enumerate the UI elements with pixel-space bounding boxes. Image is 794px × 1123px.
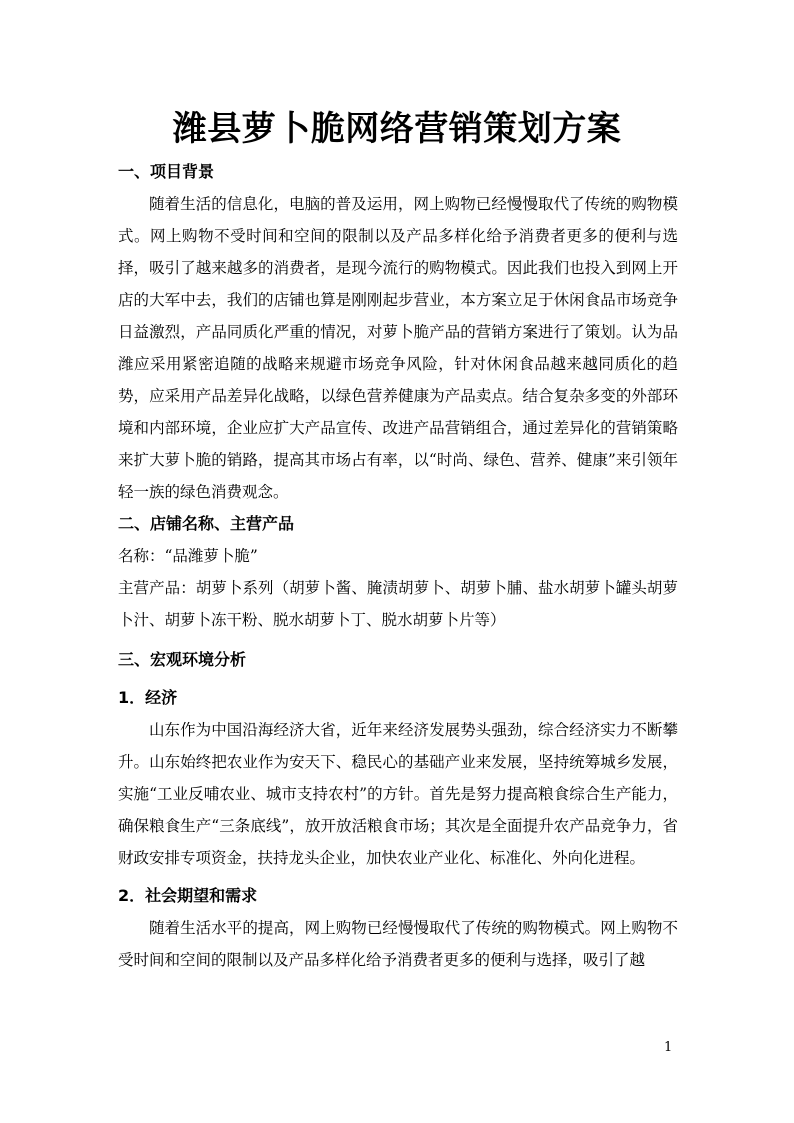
subsection-heading-economy: 1．经济	[118, 688, 178, 707]
paragraph-project-background: 随着生活的信息化，电脑的普及运用，网上购物已经慢慢取代了传统的购物模式。网上购物不受时间和空间的限制以及产品多样化给予消费者更多的便利与选择，吸引了越来越多的消费者，是现今流行的购物模式。因此我们也投入到网上开店的大军中去，我们的店铺也算是刚刚起步营业，本方案立足于休闲食品市场竞争日益激烈，产品同质化严重的情况，对萝卜脆产品的营销方案进行了策划。认为品潍应采用紧密追随的战略来规避市场竞争风险，针对休闲食品越来越同质化的趋势，应采用产品差异化战略，以绿色营养健康为产品卖点。结合复杂多变的外部环境和内部环境，企业应扩大产品宣传、改进产品营销组合，通过差异化的营销策略来扩大萝卜脆的销路，提高其市场占有率，以“时尚、绿色、营养、健康”来引领年轻一族的绿色消费观念。	[118, 195, 678, 501]
page-number: 1	[664, 1040, 673, 1055]
document-body	[118, 156, 678, 976]
section-heading-macro-environment: 三、宏观环境分析	[118, 650, 247, 669]
paragraph-economy: 山东作为中国沿海经济大省，近年来经济发展势头强劲，综合经济实力不断攀升。山东始终把农业作为安天下、稳民心的基础产业来发展，坚持统筹城乡发展，实施“工业反哺农业、城市支持农村”的方针。首先是努力提高粮食综合生产能力，确保粮食生产“三条底线”，放开放活粮食市场；其次是全面提升农产品竞争力，省财政安排专项资金，扶持龙头企业，加快农业产业化、标准化、外向化进程。	[118, 721, 678, 867]
section-heading-project-background: 一、项目背景	[118, 162, 215, 181]
subsection-heading-social-expectations: 2．社会期望和需求	[118, 886, 258, 905]
section-heading-store-name-products: 二、店铺名称、主营产品	[118, 514, 295, 533]
store-name-line: 名称：“品潍萝卜脆”	[118, 547, 258, 565]
document-title: 潍县萝卜脆网络营销策划方案	[172, 109, 622, 149]
spacer	[118, 636, 678, 644]
main-products-line: 主营产品：胡萝卜系列（胡萝卜酱、腌渍胡萝卜、胡萝卜脯、盐水胡萝卜罐头胡萝卜汁、胡萝卜冻干粉、脱水胡萝卜丁、脱水胡萝卜片等）	[118, 579, 678, 629]
paragraph-social-expectations: 随着生活水平的提高，网上购物已经慢慢取代了传统的购物模式。网上购物不受时间和空间的限制以及产品多样化给予消费者更多的便利与选择，吸引了越	[118, 919, 678, 969]
